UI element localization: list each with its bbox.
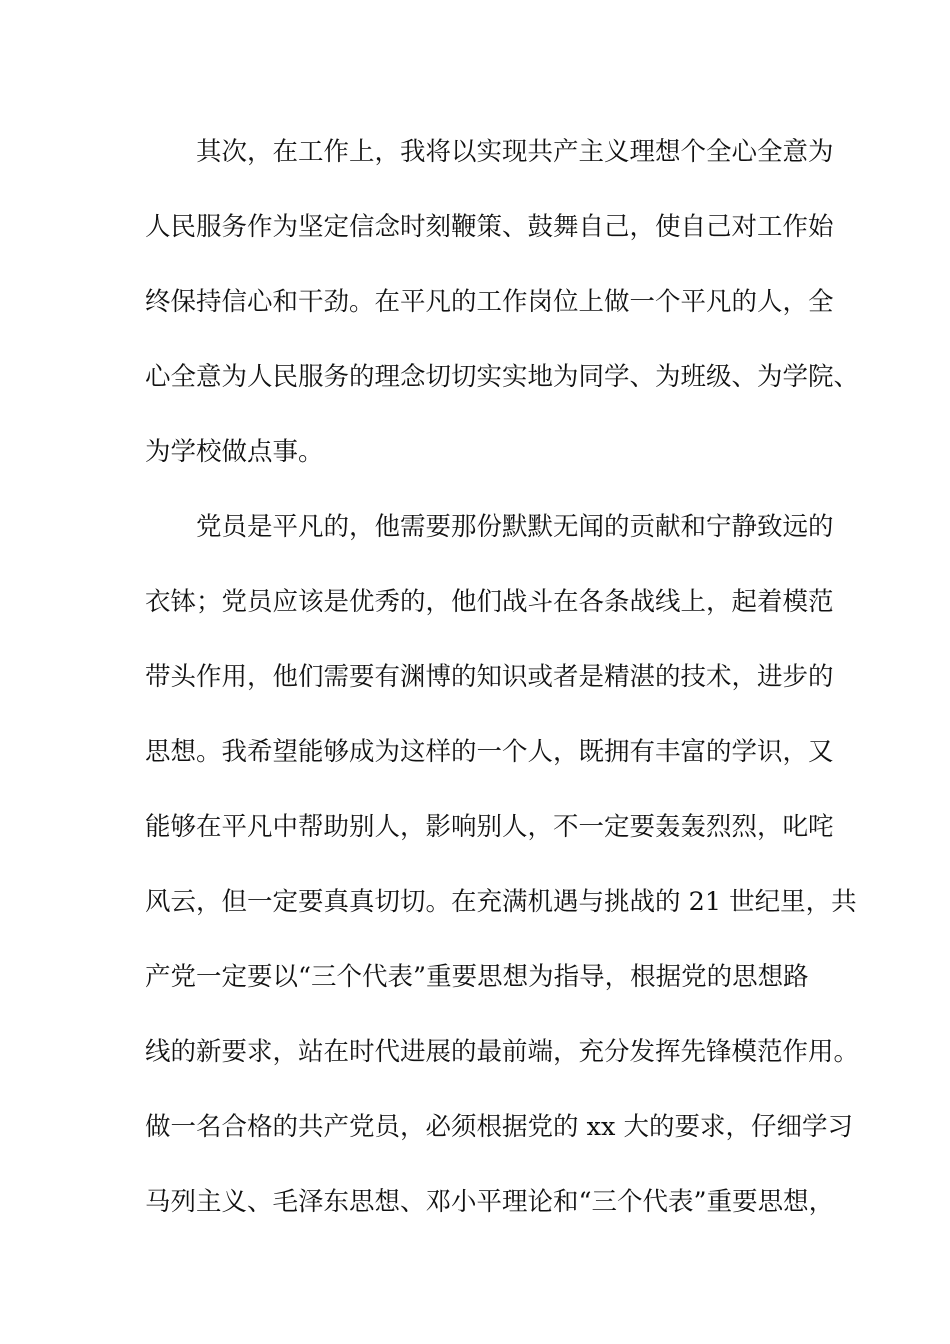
text-line: 带头作用，他们需要有渊博的知识或者是精湛的技术，进步的 [145,662,834,692]
text-line: 线的新要求，站在时代进展的最前端，充分发挥先锋模范作用。 [145,1037,860,1067]
text-line: 能够在平凡中帮助别人，影响别人，不一定要轰轰烈烈，叱咤 [145,812,834,842]
text-line: 其次，在工作上，我将以实现共产主义理想个全心全意为 [145,137,834,167]
text-line: 人民服务作为坚定信念时刻鞭策、鼓舞自己，使自己对工作始 [145,212,834,242]
text-line: 终保持信心和干劲。在平凡的工作岗位上做一个平凡的人，全 [145,287,834,317]
text-line: 心全意为人民服务的理念切切实实地为同学、为班级、为学院、 [145,362,860,392]
text-line: 产党一定要以“三个代表”重要思想为指导，根据党的思想路 [145,962,809,992]
text-line: 思想。我希望能够成为这样的一个人，既拥有丰富的学识，又 [145,737,834,767]
text-line: 为学校做点事。 [145,437,324,467]
text-line: 党员是平凡的，他需要那份默默无闻的贡献和宁静致远的 [145,512,834,542]
text-line: 衣钵；党员应该是优秀的，他们战斗在各条战线上，起着模范 [145,587,834,617]
body-text [145,136,860,1261]
text-line: 马列主义、毛泽东思想、邓小平理论和“三个代表”重要思想， [145,1187,835,1217]
text-line: 做一名合格的共产党员，必须根据党的 xx 大的要求，仔细学习 [145,1112,853,1142]
text-line: 风云，但一定要真真切切。在充满机遇与挑战的 21 世纪里，共 [145,887,857,917]
